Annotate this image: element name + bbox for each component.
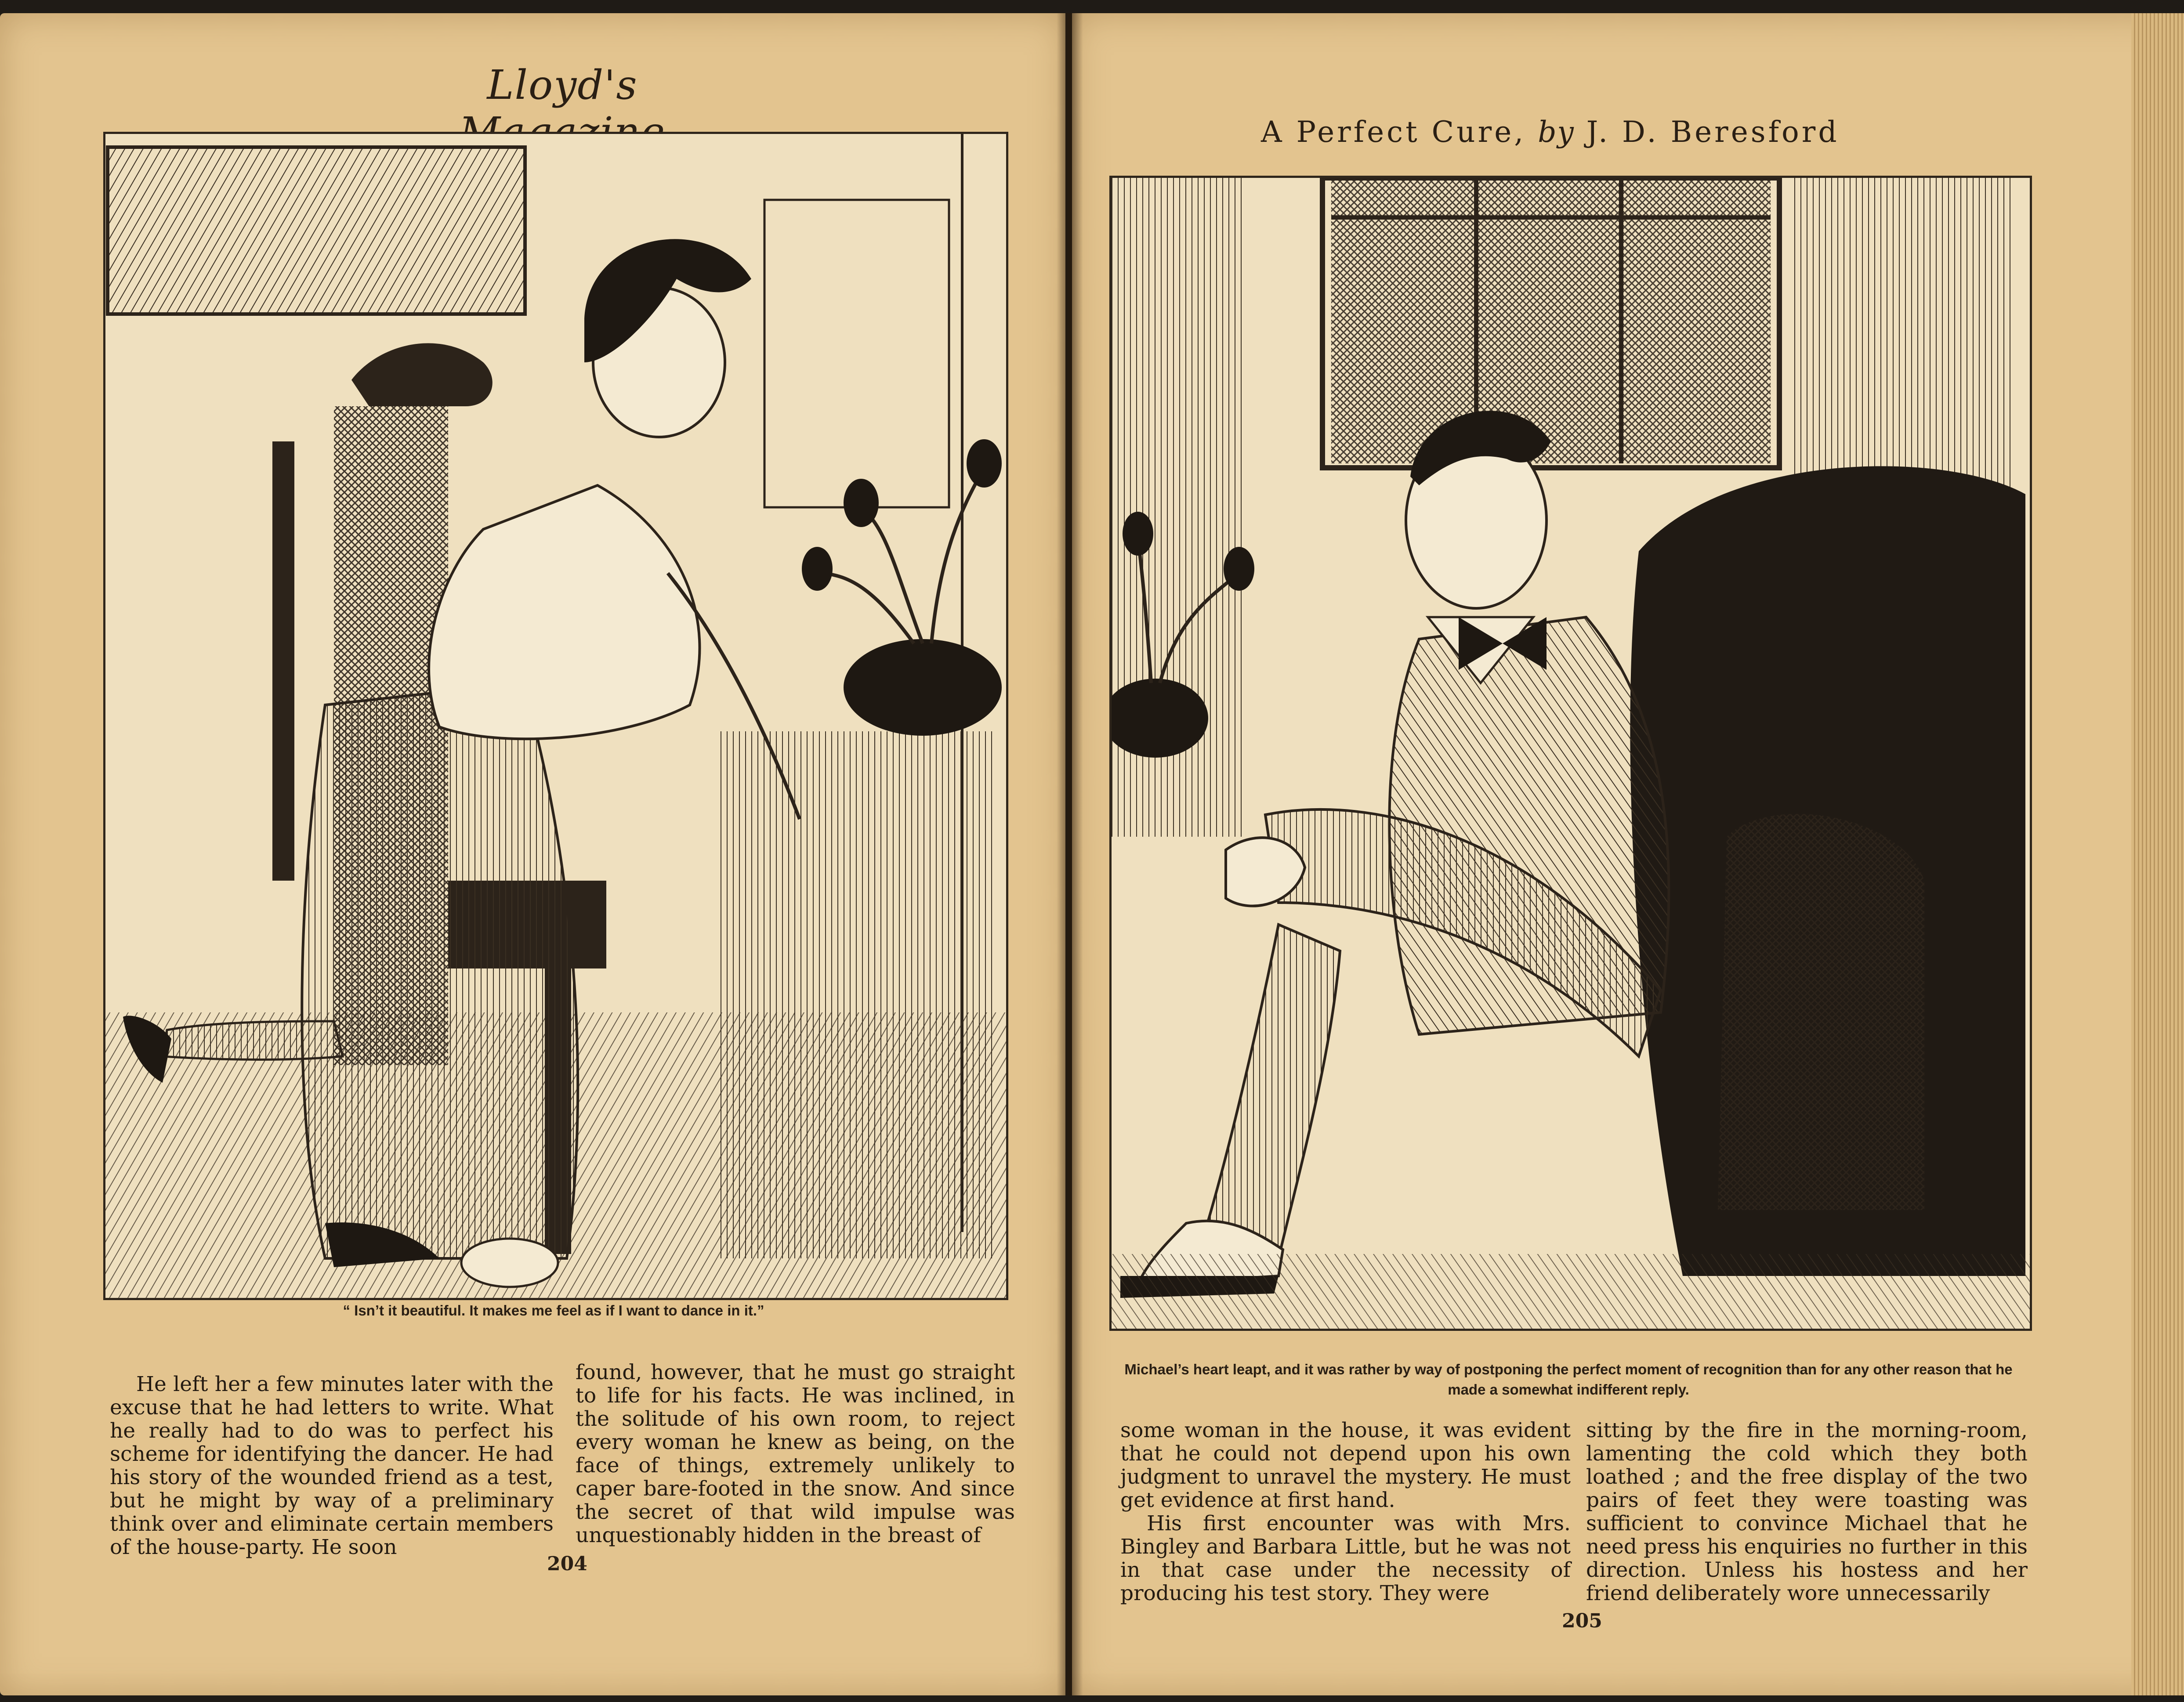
paragraph: His first encounter was with Mrs. Bingley and Barbara Little, but he was not in that case under the necessity of producing his test story. They were	[1120, 1511, 1571, 1605]
paragraph: some woman in the house, it was evident that he could not depend upon his own judgment to unravel the mystery. He must get evidence at first hand.	[1120, 1418, 1571, 1512]
left-page-column-2	[576, 1361, 1015, 1547]
illustration-woman-drawing	[105, 134, 1006, 1298]
illustration-caption-right: Michael’s heart leapt, and it was rather by way of postponing the perfect moment of recognition than for any other reason that he made a somewhat indifferent reply.	[1124, 1361, 2013, 1398]
left-page-column-1	[110, 1373, 554, 1559]
paragraph: sitting by the fire in the morning-room, lamenting the cold which they both loathed ; and the free display of the two pairs of feet they were toasting was sufficient to convince Michael that he need press his enquiries no further in this direction. Unless his hostess and her friend deliberately wore unnecessarily	[1586, 1418, 2028, 1605]
paragraph: found, however, that he must go straight to life for his facts. He was inclined, in the solitude of his own room, to reject every woman he knew as being, on the face of things, extremely unlikely to caper bare-footed in the snow. And since the secret of that wild impulse was unquestionably hidden in the breast of	[576, 1360, 1015, 1547]
right-page-column-1	[1120, 1419, 1571, 1605]
illustration-man-drawing	[1112, 178, 2030, 1329]
magazine-masthead: Lloyd's	[409, 61, 716, 160]
story-title: A Perfect Cure,	[1261, 115, 1526, 149]
page-number-left: 204	[547, 1553, 587, 1575]
book-gutter	[1057, 13, 1083, 1695]
illustration-caption-left: “ Isn’t it beautiful. It makes me feel as if I want to dance in it.”	[343, 1302, 764, 1319]
story-running-head	[1261, 115, 1898, 149]
author-name: J. D. Beresford	[1586, 115, 1840, 149]
illustration-michael-seated	[1109, 176, 2032, 1331]
illustration-woman-dancing	[103, 132, 1008, 1300]
page-edges	[2131, 13, 2184, 1695]
paragraph: He left her a few minutes later with the excuse that he had letters to write. What he really had to do was to perfect his scheme for identifying the dancer. He had his story of the wounded friend as a test, but he might by way of a preliminary think over and eliminate certain members of the house-party. He soon	[110, 1372, 554, 1559]
page-number-right: 205	[1562, 1610, 1602, 1632]
right-page-column-2	[1586, 1419, 2028, 1605]
byline-by: by	[1538, 115, 1575, 149]
